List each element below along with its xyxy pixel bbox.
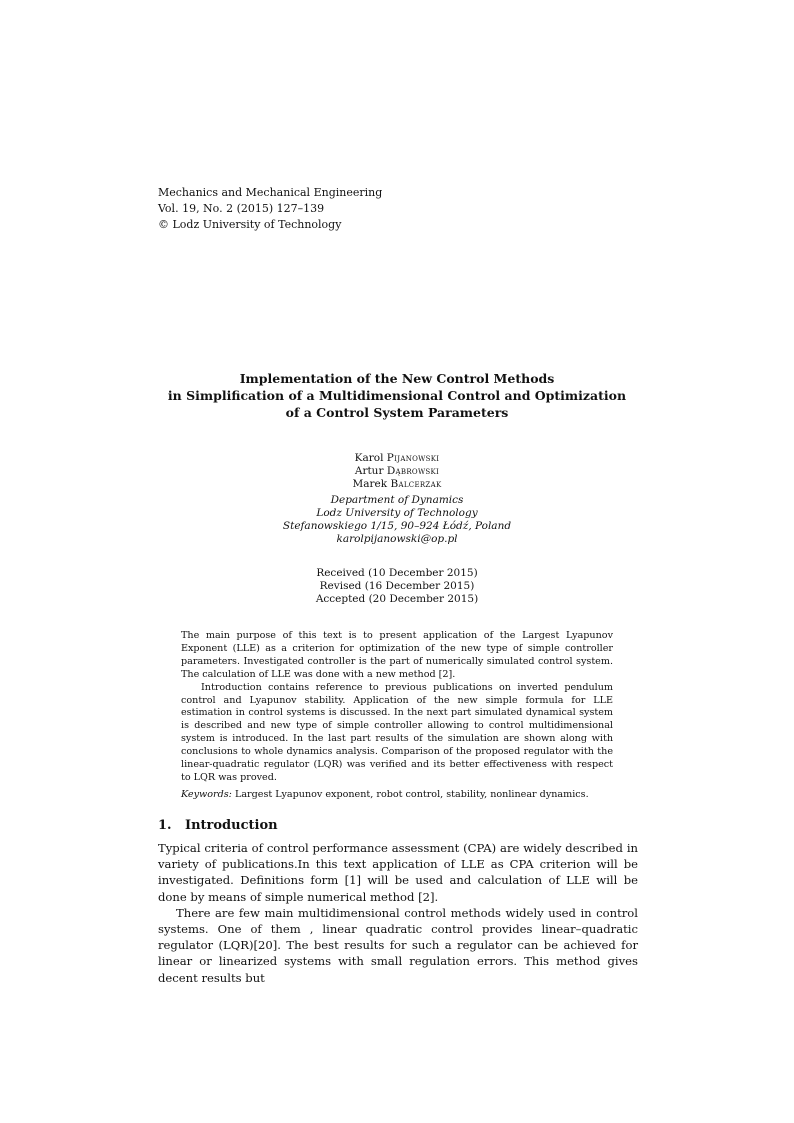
author — [200, 478, 594, 491]
affiliation-university: Lodz University of Technology — [316, 507, 478, 519]
date-accepted: Accepted (20 December 2015) — [315, 593, 479, 605]
keywords — [181, 788, 613, 801]
date-received: Received (10 December 2015) — [316, 567, 478, 579]
affiliation-department: Department of Dynamics — [330, 494, 464, 506]
keywords-text: Largest Lyapunov exponent, robot control, stability, nonlinear dynamics. — [234, 789, 589, 800]
body-paragraph-2: There are few main multidimensional control methods widely used in control systems. One of them , linear quadratic control provides linear–quadratic regulator (LQR)[20]. The best results for such a regulator can be achieved for linear or linearized systems with small regulation errors. This method gives decent results but — [158, 905, 638, 985]
author-first-name: Marek — [352, 478, 388, 490]
section-number: 1. — [158, 818, 172, 833]
author — [200, 452, 594, 465]
author-first-name: Artur — [354, 465, 384, 477]
author-first-name: Karol — [354, 452, 384, 464]
affiliation-email: karolpijanowski@op.pl — [336, 533, 458, 545]
section-heading — [158, 817, 278, 835]
journal-name: Mechanics and Mechanical Engineering — [158, 186, 383, 199]
author-last-name: Dąbrowski — [386, 465, 440, 477]
abstract-paragraph-1: The main purpose of this text is to present application of the Largest Lyapunov Exponent (LLE) as a criterion for optimization of the new type of simple controller parameters. Investigated controller is the part of numerically simulated control system. The calculation of LLE was done with a new method [2]. — [181, 630, 613, 680]
journal-copyright: © Lodz University of Technology — [158, 218, 342, 231]
section-title: Introduction — [185, 818, 278, 833]
title-line-1: Implementation of the New Control Methods — [239, 371, 555, 386]
date-revised: Revised (16 December 2015) — [319, 580, 475, 592]
title-line-2: in Simplification of a Multidimensional Control and Optimization — [167, 388, 627, 403]
journal-header — [158, 185, 382, 233]
body-paragraph-1: Typical criteria of control performance assessment (CPA) are widely described in variety of publications.In this text application of LLE as CPA criterion will be investigated. Definitions form [1] will be used and calculation of LLE will be done by means of simple numerical method [2]. — [158, 841, 638, 904]
author — [200, 465, 594, 478]
abstract-paragraph-2: Introduction contains reference to previous publications on inverted pendulum control and Lyapunov stability. Application of the new simple formula for LLE estimation in control systems is discussed. In the next part simulated dynamical system is described and new type of simple controller allowing to control multidimensional system is introduced. In the last part results of the simulation are shown along with conclusions to whole dynamics analysis. Comparison of the proposed regulator with the linear-quadratic regulator (LQR) was verified and its better effectiveness with respect to LQR was proved. — [181, 681, 613, 783]
author-last-name: Balcerzak — [390, 478, 442, 490]
keywords-label: Keywords: — [181, 789, 232, 800]
affiliation-address: Stefanowskiego 1/15, 90–924 Łódź, Poland — [282, 520, 512, 532]
submission-dates — [200, 567, 594, 606]
body-text — [158, 840, 638, 986]
affiliation — [200, 494, 594, 546]
paper-title — [120, 370, 674, 421]
title-line-3: of a Control System Parameters — [285, 405, 509, 420]
author-list — [200, 452, 594, 491]
author-last-name: Pijanowski — [386, 452, 440, 464]
journal-volume: Vol. 19, No. 2 (2015) 127–139 — [158, 202, 325, 215]
abstract — [181, 630, 613, 785]
